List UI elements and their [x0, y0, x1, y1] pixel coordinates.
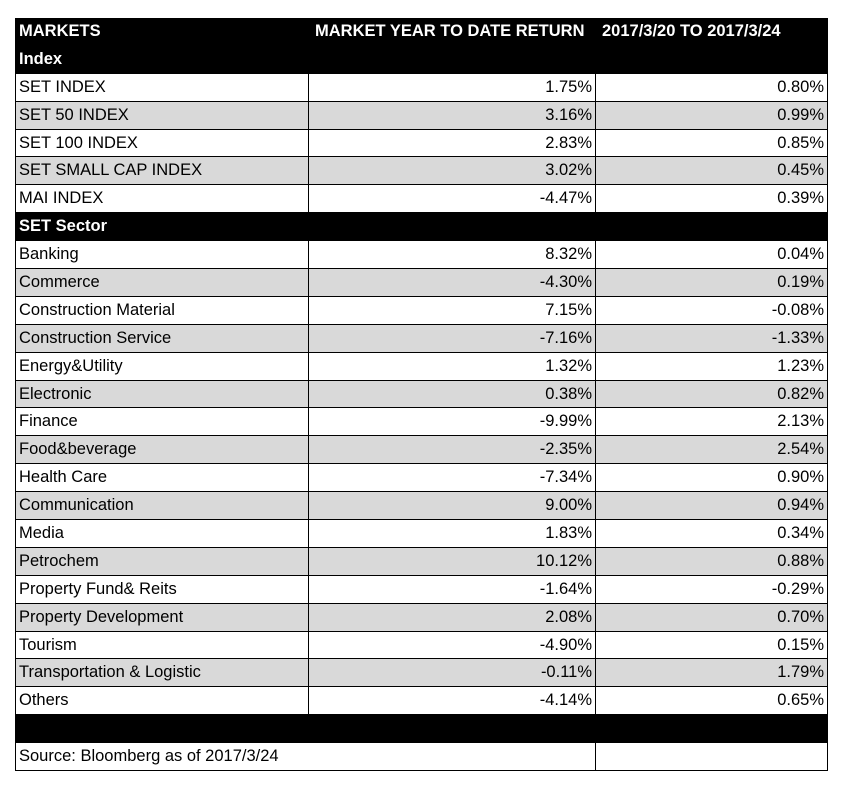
market-name: Commerce [15, 269, 309, 296]
week-return: 0.82% [596, 381, 828, 408]
ytd-return: -0.11% [309, 659, 596, 686]
blank-cell [15, 715, 309, 742]
section-title-row [15, 213, 828, 241]
market-name: Property Fund& Reits [15, 576, 309, 603]
market-name: Communication [15, 492, 309, 519]
week-return: 0.15% [596, 632, 828, 659]
market-name: SET 100 INDEX [15, 130, 309, 157]
table-row [15, 353, 828, 381]
table-row [15, 408, 828, 436]
ytd-return: 2.83% [309, 130, 596, 157]
table-row [15, 604, 828, 632]
table-row [15, 492, 828, 520]
market-name: Banking [15, 241, 309, 268]
week-return: 0.90% [596, 464, 828, 491]
source-note: Source: Bloomberg as of 2017/3/24 [15, 743, 596, 770]
market-name: SET INDEX [15, 74, 309, 101]
market-name: MAI INDEX [15, 185, 309, 212]
table-row [15, 157, 828, 185]
week-return: 1.23% [596, 353, 828, 380]
market-name: Tourism [15, 632, 309, 659]
week-return: 0.45% [596, 157, 828, 184]
table-row [15, 74, 828, 102]
week-return: 0.70% [596, 604, 828, 631]
ytd-return: -1.64% [309, 576, 596, 603]
market-name: Petrochem [15, 548, 309, 575]
table-row [15, 102, 828, 130]
market-name: Transportation & Logistic [15, 659, 309, 686]
markets-table [15, 18, 828, 771]
ytd-return: 7.15% [309, 297, 596, 324]
week-return: 0.80% [596, 74, 828, 101]
market-name: Electronic [15, 381, 309, 408]
week-return: 0.85% [596, 130, 828, 157]
table-row [15, 520, 828, 548]
ytd-return: -7.16% [309, 325, 596, 352]
week-return: 0.65% [596, 687, 828, 714]
table-row [15, 687, 828, 715]
section-title-row [15, 46, 828, 74]
ytd-return: 1.75% [309, 74, 596, 101]
table-row [15, 130, 828, 158]
week-return: 0.19% [596, 269, 828, 296]
blank-cell [309, 715, 596, 742]
header-markets: MARKETS [15, 18, 309, 45]
week-return: 0.88% [596, 548, 828, 575]
market-name: Health Care [15, 464, 309, 491]
table-header-row [15, 18, 828, 46]
market-name: Media [15, 520, 309, 547]
table-row [15, 659, 828, 687]
ytd-return: 3.16% [309, 102, 596, 129]
header-ytd-return: MARKET YEAR TO DATE RETURN [309, 18, 596, 45]
table-row [15, 548, 828, 576]
source-row [15, 743, 828, 771]
market-name: Property Development [15, 604, 309, 631]
ytd-return: 1.83% [309, 520, 596, 547]
ytd-return: -4.47% [309, 185, 596, 212]
table-row [15, 297, 828, 325]
market-name: SET SMALL CAP INDEX [15, 157, 309, 184]
ytd-return: 0.38% [309, 381, 596, 408]
ytd-return: -7.34% [309, 464, 596, 491]
section-title: Index [15, 46, 828, 73]
week-return: 0.99% [596, 102, 828, 129]
table-row [15, 576, 828, 604]
header-week-return: 2017/3/20 TO 2017/3/24 [596, 18, 828, 45]
table-row [15, 269, 828, 297]
ytd-return: 9.00% [309, 492, 596, 519]
table-row [15, 436, 828, 464]
blank-separator-row [15, 715, 828, 743]
week-return: 0.34% [596, 520, 828, 547]
week-return: 2.54% [596, 436, 828, 463]
ytd-return: 2.08% [309, 604, 596, 631]
source-empty-cell [596, 743, 828, 770]
market-name: SET 50 INDEX [15, 102, 309, 129]
ytd-return: -2.35% [309, 436, 596, 463]
week-return: -0.29% [596, 576, 828, 603]
ytd-return: -9.99% [309, 408, 596, 435]
ytd-return: 10.12% [309, 548, 596, 575]
table-row [15, 325, 828, 353]
week-return: 0.94% [596, 492, 828, 519]
week-return: -0.08% [596, 297, 828, 324]
blank-cell [596, 715, 828, 742]
table-body [15, 46, 828, 715]
ytd-return: -4.14% [309, 687, 596, 714]
week-return: 0.39% [596, 185, 828, 212]
market-name: Construction Material [15, 297, 309, 324]
ytd-return: -4.90% [309, 632, 596, 659]
market-name: Construction Service [15, 325, 309, 352]
market-name: Others [15, 687, 309, 714]
ytd-return: 1.32% [309, 353, 596, 380]
ytd-return: -4.30% [309, 269, 596, 296]
table-row [15, 464, 828, 492]
market-name: Finance [15, 408, 309, 435]
section-title: SET Sector [15, 213, 828, 240]
table-row [15, 241, 828, 269]
week-return: -1.33% [596, 325, 828, 352]
week-return: 0.04% [596, 241, 828, 268]
ytd-return: 8.32% [309, 241, 596, 268]
week-return: 2.13% [596, 408, 828, 435]
table-row [15, 185, 828, 213]
table-row [15, 632, 828, 660]
table-row [15, 381, 828, 409]
market-name: Energy&Utility [15, 353, 309, 380]
market-name: Food&beverage [15, 436, 309, 463]
ytd-return: 3.02% [309, 157, 596, 184]
week-return: 1.79% [596, 659, 828, 686]
